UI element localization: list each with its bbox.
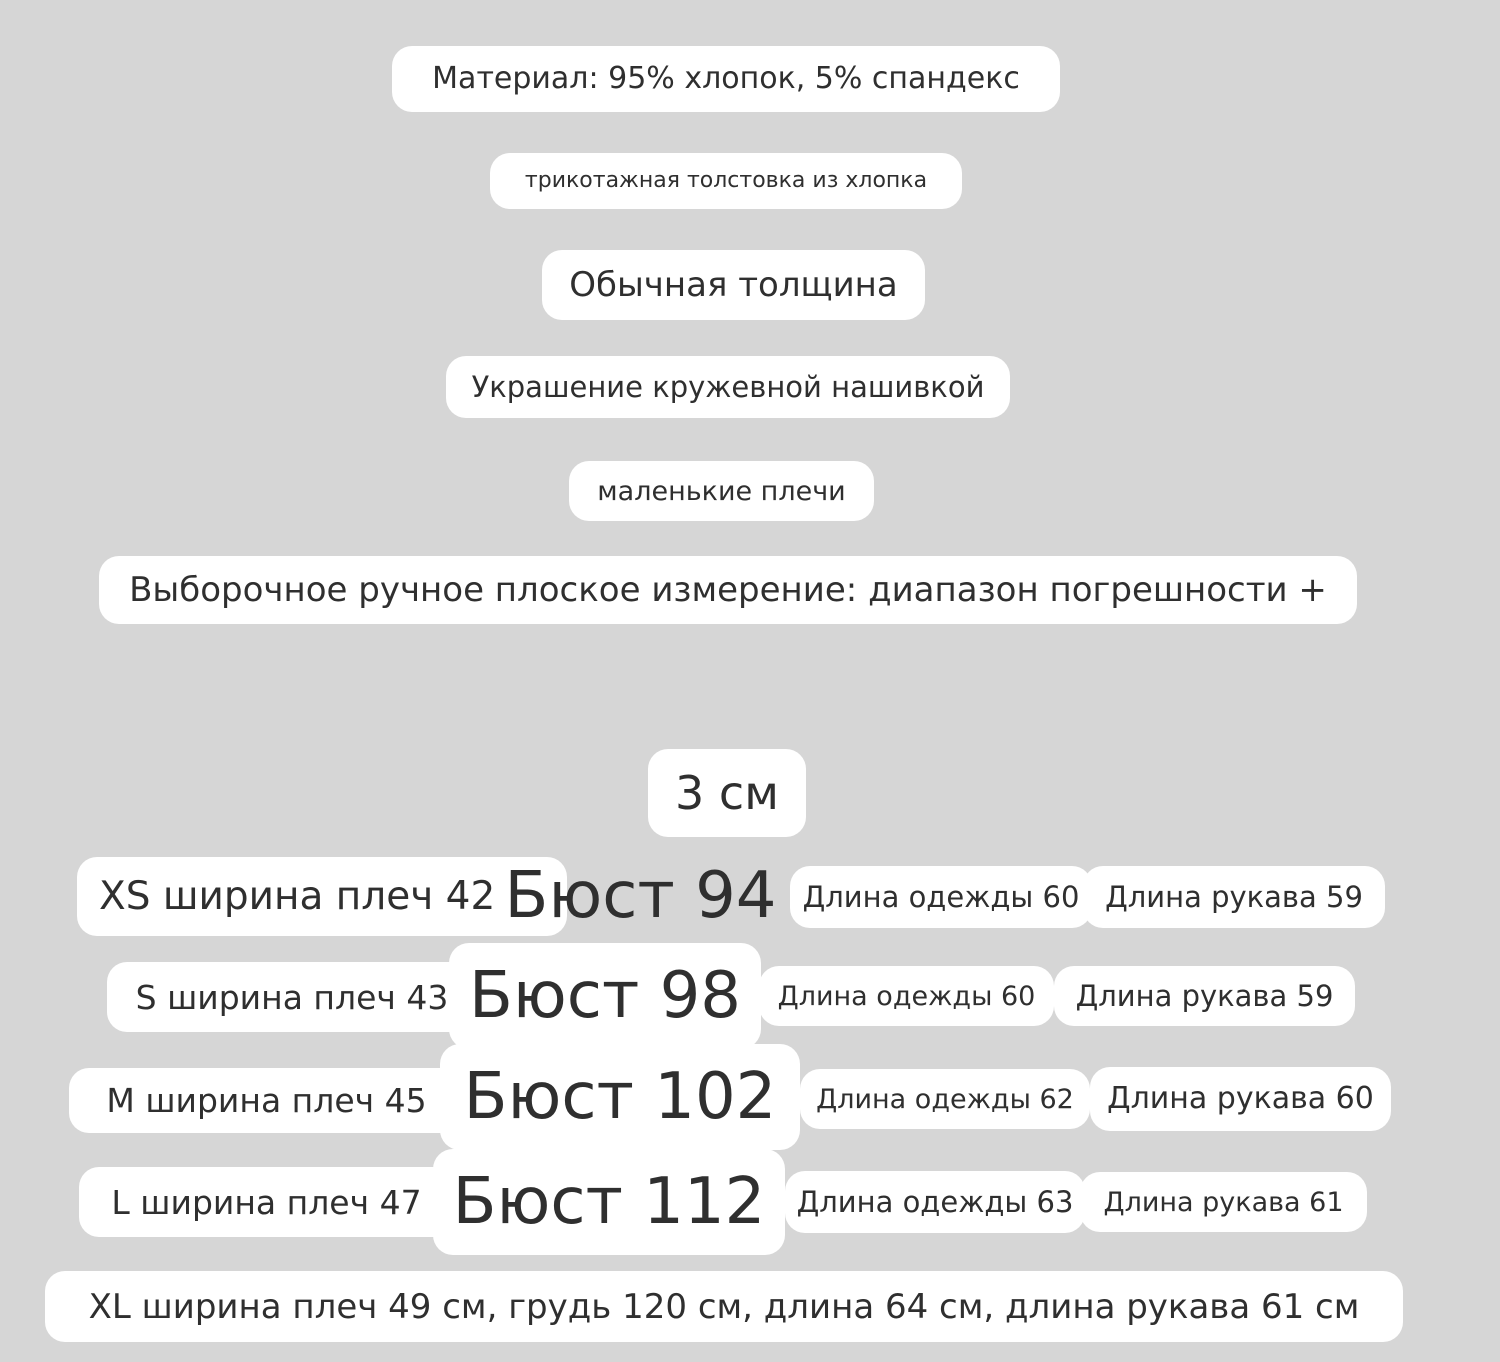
measurement-note: Выборочное ручное плоское измерение: диапазон погрешности + (99, 556, 1357, 624)
fabric-label: трикотажная толстовка из хлопка (490, 153, 962, 209)
shoulders-label: маленькие плечи (569, 461, 874, 521)
size-xs-shoulder: XS ширина плеч 42 (77, 857, 567, 936)
size-l-bust: Бюст 112 (433, 1149, 785, 1255)
decoration-label: Украшение кружевной нашивкой (446, 356, 1010, 418)
size-xs-sleeve: Длина рукава 59 (1083, 866, 1385, 928)
size-s-shoulder: S ширина плеч 43 (107, 962, 477, 1032)
size-s-sleeve: Длина рукава 59 (1054, 966, 1355, 1026)
size-l-length: Длина одежды 63 (785, 1171, 1085, 1233)
size-l-sleeve: Длина рукава 61 (1080, 1172, 1367, 1232)
size-xs-length: Длина одежды 60 (790, 866, 1092, 928)
size-xs-bust: Бюст 94 (504, 859, 777, 933)
size-xl-row: XL ширина плеч 49 см, грудь 120 см, длина 64 см, длина рукава 61 см (45, 1271, 1403, 1342)
size-l-shoulder: L ширина плеч 47 (79, 1167, 454, 1237)
thickness-label: Обычная толщина (542, 250, 925, 320)
size-m-sleeve: Длина рукава 60 (1090, 1067, 1391, 1131)
size-s-bust: Бюст 98 (449, 943, 761, 1049)
material-label: Материал: 95% хлопок, 5% спандекс (392, 46, 1060, 112)
tolerance-value: 3 см (648, 749, 806, 837)
size-m-shoulder: M ширина плеч 45 (69, 1068, 464, 1133)
size-m-length: Длина одежды 62 (800, 1069, 1090, 1129)
size-m-bust: Бюст 102 (440, 1044, 800, 1150)
size-s-length: Длина одежды 60 (759, 966, 1054, 1026)
